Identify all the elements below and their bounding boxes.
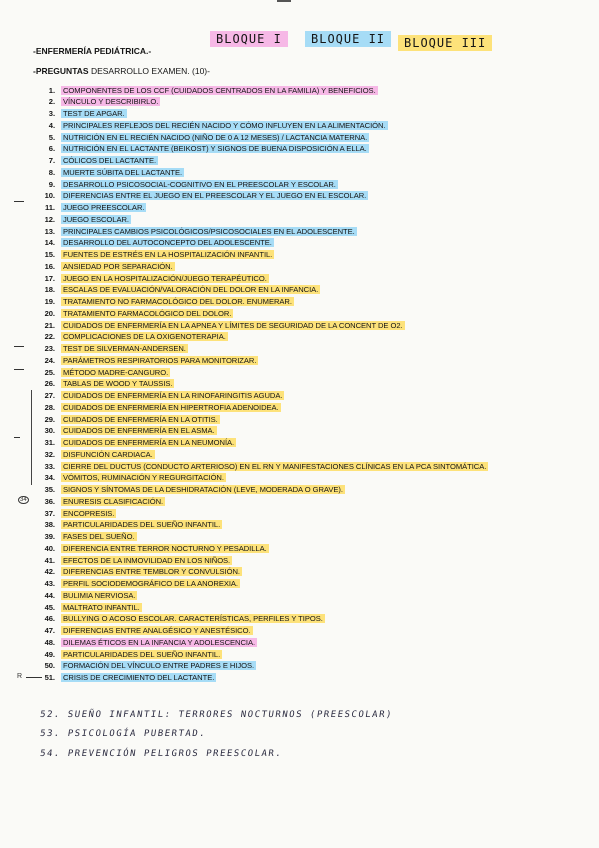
item-number: 39.	[44, 532, 55, 541]
item-text: DESARROLLO PSICOSOCIAL-COGNITIVO EN EL PREESCOLAR Y ESCOLAR.	[63, 179, 336, 189]
item-number: 42.	[44, 567, 55, 577]
item-number: 22.	[44, 332, 55, 342]
margin-dash	[14, 346, 24, 347]
list-item	[31, 85, 378, 97]
item-number: 45.	[44, 602, 55, 612]
item-number: 1.	[48, 85, 55, 95]
item-number: 15.	[44, 250, 55, 259]
list-item	[31, 390, 284, 402]
item-number: 31.	[44, 438, 55, 447]
item-number: 17.	[44, 273, 55, 283]
item-text: CUIDADOS DE ENFERMERÍA EN LA RINOFARINGITIS AGUDA.	[63, 391, 283, 400]
item-number: 26.	[44, 379, 55, 389]
item-text: CUIDADOS DE ENFERMERÍA EN LA APNEA Y LÍMITES DE SEGURIDAD DE LA CONCENT DE O2.	[63, 320, 403, 330]
list-item	[31, 190, 368, 202]
item-number: 23.	[44, 344, 55, 353]
item-text: NUTRICIÓN EN EL LACTANTE (BEIKOST) Y SIGNOS DE BUENA DISPOSICIÓN A ELLA.	[63, 144, 367, 154]
item-text: ESCALAS DE EVALUACIÓN/VALORACIÓN DEL DOLOR EN LA INFANCIA.	[63, 285, 319, 295]
item-number: 29.	[44, 414, 55, 424]
list-item	[31, 108, 127, 120]
margin-dash	[14, 437, 20, 438]
item-text: PERFIL SOCIODEMOGRÁFICO DE LA ANOREXIA.	[63, 579, 238, 588]
item-number: 37.	[44, 508, 55, 518]
item-text: CRISIS DE CRECIMIENTO DEL LACTANTE.	[63, 673, 215, 682]
list-item	[31, 179, 338, 191]
item-number: 28.	[44, 402, 55, 412]
item-text: SIGNOS Y SÍNTOMAS DE LA DESHIDRATACIÓN (LEVE, MODERADA O GRAVE).	[63, 485, 343, 494]
item-text: VÍNCULO Y DESCRIBIRLO.	[63, 97, 159, 107]
list-item	[31, 484, 345, 496]
subtitle-rest: DESARROLLO EXAMEN. (10)-	[88, 66, 210, 76]
block-2-label: BLOQUE II	[305, 31, 391, 47]
item-number: 24.	[44, 355, 55, 365]
item-number: 10.	[44, 191, 55, 201]
list-item	[31, 649, 222, 661]
item-number: 18.	[44, 285, 55, 295]
margin-bracket	[31, 390, 36, 485]
item-text: EFECTOS DE LA INMOVILIDAD EN LOS NIÑOS.	[63, 555, 231, 565]
list-item	[31, 543, 269, 555]
item-text: TEST DE APGAR.	[63, 109, 125, 118]
list-item	[31, 672, 216, 684]
item-number: 21.	[44, 320, 55, 330]
list-item	[31, 602, 142, 614]
block-1-label: BLOQUE I	[210, 31, 288, 47]
item-text: ENURESIS CLASIFICACIÓN.	[63, 496, 164, 506]
list-item	[31, 472, 226, 484]
item-text: CUIDADOS DE ENFERMERÍA EN EL ASMA.	[63, 426, 215, 436]
item-number: 32.	[44, 449, 55, 459]
item-text: JUEGO EN LA HOSPITALIZACIÓN/JUEGO TERAPÉUTICO.	[63, 273, 267, 283]
item-text: PRINCIPALES REFLEJOS DEL RECIÉN NACIDO Y CÓMO INFLUYEN EN LA ALIMENTACIÓN.	[63, 120, 386, 130]
item-text: COMPONENTES DE LOS CCF (CUIDADOS CENTRADOS EN LA FAMILIA) Y BENEFICIOS.	[63, 85, 376, 95]
item-number: 8.	[48, 167, 55, 177]
list-item	[31, 555, 232, 567]
margin-circle-34: 34	[20, 497, 27, 503]
item-text: COMPLICACIONES DE LA OXIGENOTERAPIA.	[63, 332, 226, 342]
list-item	[31, 308, 233, 320]
item-number: 44.	[44, 590, 55, 600]
item-number: 5.	[48, 132, 55, 142]
list-item	[31, 343, 188, 355]
item-text: PARTICULARIDADES DEL SUEÑO INFANTIL.	[63, 520, 221, 530]
item-text: FASES DEL SUEÑO.	[63, 532, 135, 541]
item-text: CIERRE DEL DUCTUS (CONDUCTO ARTERIOSO) EN EL RN Y MANIFESTACIONES CLÍNICAS EN LA PCA SINTOMÁTICA.	[63, 461, 487, 471]
list-item	[31, 425, 217, 437]
list-item	[31, 320, 405, 332]
handwritten-item-54: 54. PREVENCIÓN PELIGROS PREESCOLAR.	[39, 749, 283, 759]
item-number: 3.	[48, 109, 55, 118]
handwritten-item-53: 53. PSICOLOGÍA PUBERTAD.	[39, 729, 207, 739]
item-number: 46.	[44, 614, 55, 624]
item-text: JUEGO PREESCOLAR.	[63, 203, 145, 212]
item-number: 47.	[44, 626, 55, 635]
margin-letter-r: R	[17, 673, 23, 680]
list-item	[31, 625, 253, 637]
list-item	[31, 637, 257, 649]
list-item	[31, 167, 184, 179]
list-item	[31, 496, 165, 508]
list-item	[31, 331, 228, 343]
item-number: 16.	[44, 261, 55, 271]
item-number: 33.	[44, 461, 55, 471]
list-item	[31, 461, 488, 473]
item-text: TEST DE SILVERMAN-ANDERSEN.	[63, 344, 186, 353]
list-item	[31, 660, 256, 672]
item-text: PARTICULARIDADES DEL SUEÑO INFANTIL.	[63, 649, 221, 659]
item-number: 35.	[44, 485, 55, 494]
item-text: DILEMAS ÉTICOS EN LA INFANCIA Y ADOLESCENCIA.	[63, 637, 256, 647]
item-text: DESARROLLO DEL AUTOCONCEPTO DEL ADOLESCENTE.	[63, 238, 272, 248]
margin-dash	[26, 677, 42, 678]
item-number: 48.	[44, 637, 55, 647]
item-text: DIFERENCIAS ENTRE EL JUEGO EN EL PREESCOLAR Y EL JUEGO EN EL ESCOLAR.	[63, 191, 367, 201]
item-number: 38.	[44, 520, 55, 530]
item-number: 40.	[44, 543, 55, 553]
item-number: 41.	[44, 555, 55, 565]
list-item	[31, 284, 320, 296]
list-item	[31, 613, 325, 625]
list-item	[31, 531, 137, 543]
list-item	[31, 214, 131, 226]
item-text: FUENTES DE ESTRÉS EN LA HOSPITALIZACIÓN INFANTIL.	[63, 250, 273, 259]
item-number: 20.	[44, 308, 55, 318]
list-item	[31, 261, 175, 273]
list-item	[31, 355, 258, 367]
item-text: VÓMITOS, RUMINACIÓN Y REGURGITACIÓN.	[63, 473, 224, 483]
list-item	[31, 590, 137, 602]
list-item	[31, 578, 240, 590]
item-number: 6.	[48, 144, 55, 154]
item-text: DIFERENCIAS ENTRE ANALGÉSICO Y ANESTÉSICO.	[63, 626, 251, 635]
item-number: 13.	[44, 226, 55, 236]
item-number: 7.	[48, 156, 55, 165]
item-number: 34.	[44, 473, 55, 483]
item-text: CUIDADOS DE ENFERMERÍA EN LA OTITIS.	[63, 414, 218, 424]
list-item	[31, 237, 274, 249]
item-text: DIFERENCIAS ENTRE TEMBLOR Y CONVULSIÓN.	[63, 567, 240, 577]
item-text: MÉTODO MADRE-CANGURO.	[63, 367, 169, 377]
item-text: CÓLICOS DEL LACTANTE.	[63, 156, 157, 165]
list-item	[31, 449, 155, 461]
item-number: 14.	[44, 238, 55, 248]
item-text: MUERTE SÚBITA DEL LACTANTE.	[63, 167, 183, 177]
item-number: 9.	[48, 179, 55, 189]
margin-dash	[14, 369, 24, 370]
item-text: CUIDADOS DE ENFERMERÍA EN HIPERTROFIA ADENOIDEA.	[63, 402, 279, 412]
list-item	[31, 155, 158, 167]
list-item	[31, 273, 269, 285]
item-text: ENCOPRESIS.	[63, 508, 115, 518]
item-text: CUIDADOS DE ENFERMERÍA EN LA NEUMONÍA.	[63, 438, 235, 447]
item-number: 11.	[45, 203, 55, 212]
list-item	[31, 566, 242, 578]
list-item	[31, 402, 281, 414]
item-text: BULIMIA NERVIOSA.	[63, 590, 136, 600]
item-text: ANSIEDAD POR SEPARACIÓN.	[63, 261, 173, 271]
item-number: 25.	[44, 367, 55, 377]
item-text: TRATAMIENTO NO FARMACOLÓGICO DEL DOLOR. ENUMERAR.	[63, 297, 292, 306]
block-3-label: BLOQUE III	[398, 35, 492, 51]
list-item	[31, 96, 160, 108]
list-item	[31, 226, 357, 238]
list-item	[31, 143, 369, 155]
item-text: BULLYING O ACOSO ESCOLAR. CARACTERÍSTICAS, PERFILES Y TIPOS.	[63, 614, 323, 624]
item-text: DISFUNCIÓN CARDIACA.	[63, 449, 153, 459]
item-number: 30.	[44, 426, 55, 436]
item-text: DIFERENCIA ENTRE TERROR NOCTURNO Y PESADILLA.	[63, 543, 267, 553]
list-item	[31, 519, 222, 531]
list-item	[31, 378, 174, 390]
item-number: 50.	[44, 661, 55, 671]
list-item	[31, 132, 369, 144]
list-item	[31, 367, 170, 379]
item-text: TABLAS DE WOOD Y TAUSSIS.	[63, 379, 173, 389]
item-text: MALTRATO INFANTIL.	[63, 602, 140, 612]
item-number: 27.	[44, 391, 55, 400]
list-item	[31, 120, 388, 132]
item-number: 12.	[44, 214, 55, 224]
subtitle-bold: -PREGUNTAS	[33, 66, 89, 76]
margin-dash	[14, 201, 24, 202]
item-number: 43.	[44, 579, 55, 588]
list-item	[31, 296, 294, 308]
item-text: TRATAMIENTO FARMACOLÓGICO DEL DOLOR.	[63, 308, 232, 318]
item-number: 4.	[48, 120, 55, 130]
item-number: 36.	[44, 496, 55, 506]
list-item	[31, 202, 146, 214]
list-item	[31, 414, 220, 426]
item-text: JUEGO ESCOLAR.	[63, 214, 129, 224]
list-item	[31, 249, 274, 261]
item-number: 51.	[44, 673, 55, 682]
item-number: 49.	[44, 649, 55, 659]
page-title: -ENFERMERÍA PEDIÁTRICA.-	[33, 46, 152, 56]
item-text: FORMACIÓN DEL VÍNCULO ENTRE PADRES E HIJOS.	[63, 661, 255, 671]
item-text: PRINCIPALES CAMBIOS PSICOLÓGICOS/PSICOSOCIALES EN EL ADOLESCENTE.	[63, 226, 355, 236]
list-item	[31, 437, 236, 449]
item-text: PARÁMETROS RESPIRATORIOS PARA MONITORIZAR.	[63, 355, 257, 365]
item-text: NUTRICIÓN EN EL RECIÉN NACIDO (NIÑO DE 0 A 12 MESES) / LACTANCIA MATERNA.	[63, 132, 368, 142]
item-number: 19.	[44, 297, 55, 306]
item-number: 2.	[48, 97, 55, 107]
list-item	[31, 508, 116, 520]
handwritten-item-52: 52. SUEÑO INFANTIL: TERRORES NOCTURNOS (PREESCOLAR)	[39, 710, 394, 720]
